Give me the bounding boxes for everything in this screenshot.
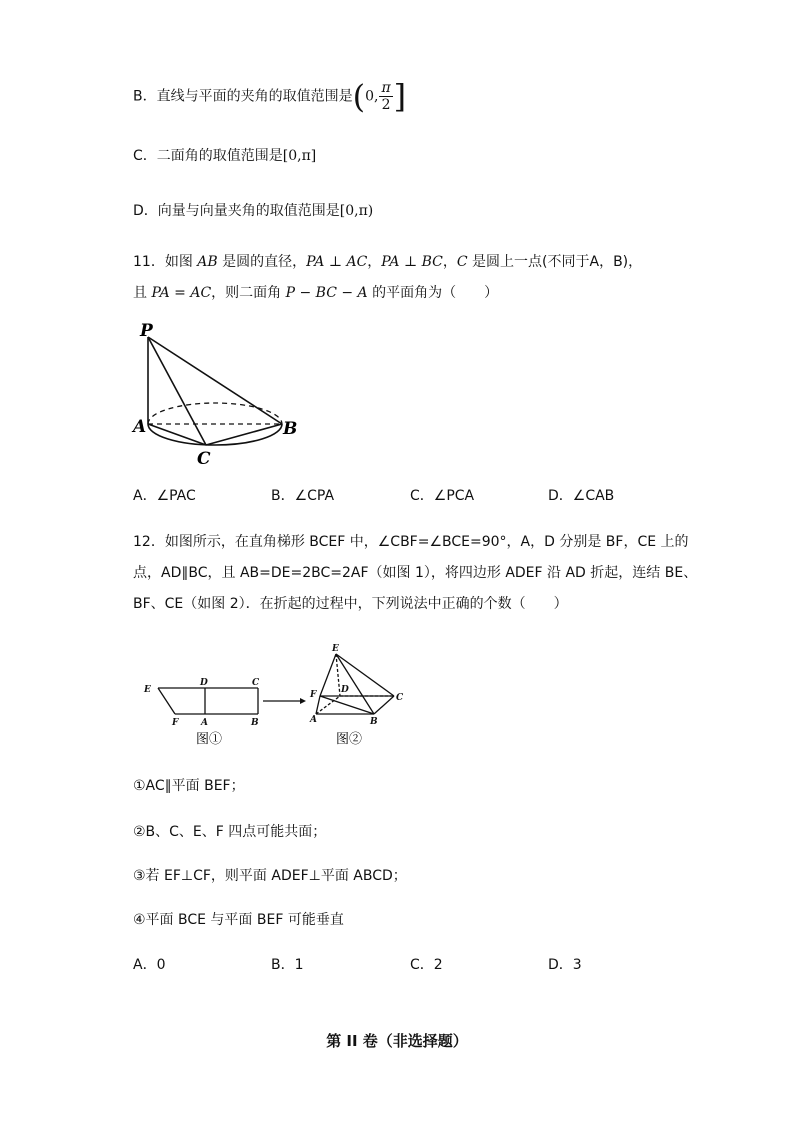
q11-math: P − BC − A xyxy=(285,285,368,301)
q12-statement-1: ①AC∥平面 BEF； xyxy=(133,778,245,794)
edge-bc xyxy=(206,424,282,445)
q11-text: 且 xyxy=(133,285,152,301)
q12-option-c: C．2 xyxy=(410,957,443,973)
edge-pc xyxy=(148,337,206,445)
fig1-caption: 图① xyxy=(196,732,223,747)
q12-figures xyxy=(140,640,420,750)
q10-option-d-math: [0,π) xyxy=(339,203,374,219)
q12-option-b: B．1 xyxy=(271,957,304,973)
fig1-edge-ef xyxy=(158,688,175,714)
fig2-caption: 图② xyxy=(336,732,363,747)
label-p: P xyxy=(140,321,153,341)
edge-pb xyxy=(148,337,282,424)
q11-text: ，则二面角 xyxy=(211,285,286,301)
q12-stem-line-1: 12．如图所示，在直角梯形 BCEF 中，∠CBF=∠BCE=90°，A，D 分别是 BF，CE 上的 xyxy=(133,534,689,550)
q10-option-c xyxy=(133,146,316,166)
q10-option-d xyxy=(133,201,373,221)
q11-math: PA xyxy=(381,254,400,270)
fig2-edge-bc xyxy=(374,696,394,714)
fig1-label-d: D xyxy=(200,678,208,688)
q11-text: ， xyxy=(442,254,457,270)
q10-option-c-math: [0,π] xyxy=(282,148,317,164)
q10-option-b-text: B．直线与平面的夹角的取值范围是 xyxy=(133,88,353,105)
fig2-label-d: D xyxy=(341,685,349,695)
section-title: 第 II 卷（非选择题） xyxy=(326,1032,468,1050)
q11-math: PA xyxy=(306,254,325,270)
q11-option-c: C．∠PCA xyxy=(410,488,475,504)
q10-option-b xyxy=(133,77,407,116)
q11-math: C xyxy=(456,254,468,270)
label-b: B xyxy=(283,419,298,439)
fig2-edge-ef xyxy=(320,654,336,696)
fig2-folded-solid xyxy=(316,654,394,714)
fig2-label-c: C xyxy=(396,693,404,703)
q11-text: ， xyxy=(367,254,382,270)
fig2-label-e: E xyxy=(332,644,339,654)
q11-math: AC xyxy=(346,254,368,270)
q12-option-a: A．0 xyxy=(133,957,166,973)
fraction-numerator: π xyxy=(381,80,391,96)
fig2-label-b: B xyxy=(370,717,378,727)
q11-text: 11．如图 xyxy=(133,254,198,270)
fig2-edge-fa xyxy=(316,696,320,714)
fig1-label-b: B xyxy=(251,718,259,728)
q12-option-d: D．3 xyxy=(548,957,582,973)
arrow-icon xyxy=(263,698,306,704)
fig1-trapezoid xyxy=(158,688,258,714)
fig1-label-f: F xyxy=(172,718,179,728)
fig2-label-f: F xyxy=(310,690,317,700)
label-c: C xyxy=(197,449,211,469)
q11-text: 的平面角为（ ） xyxy=(367,285,499,301)
q11-option-b: B．∠CPA xyxy=(271,488,335,504)
fig1-label-c: C xyxy=(252,678,260,688)
perp-symbol: ⊥ xyxy=(324,254,347,270)
pi-over-2-fraction xyxy=(379,80,392,113)
q11-option-d: D．∠CAB xyxy=(548,488,615,504)
q12-stem-line-2: 点，AD∥BC，且 AB=DE=2BC=2AF（如图 1），将四边形 ADEF 沿 AD 折起，连结 BE、 xyxy=(133,565,698,581)
q11-math: PA = AC xyxy=(151,285,212,301)
fig1-label-e: E xyxy=(144,685,151,695)
left-paren: ( xyxy=(352,77,366,116)
q10-option-c-text: C．二面角的取值范围是 xyxy=(133,148,283,164)
perp-symbol: ⊥ xyxy=(399,254,422,270)
fraction-denominator: 2 xyxy=(381,97,391,113)
q10-option-b-left: 0, xyxy=(365,88,379,105)
fig1-label-a: A xyxy=(201,718,208,728)
q10-option-d-text: D．向量与向量夹角的取值范围是 xyxy=(133,203,340,219)
q11-text: 是圆上一点(不同于A，B)， xyxy=(467,254,643,270)
q11-text: 是圆的直径， xyxy=(217,254,307,270)
q11-math-ab: AB xyxy=(197,254,218,270)
q11-option-a: A．∠PAC xyxy=(133,488,196,504)
fig2-edge-eb xyxy=(336,654,374,714)
right-bracket: ] xyxy=(393,77,407,116)
label-a: A xyxy=(133,417,147,437)
q11-math: BC xyxy=(421,254,443,270)
q11-stem-line-1 xyxy=(133,252,642,272)
circle-back-arc xyxy=(148,403,282,424)
q12-stem-line-3: BF、CE（如图 2）．在折起的过程中，下列说法中正确的个数（ ） xyxy=(133,596,568,612)
q11-stem-line-2 xyxy=(133,283,498,303)
q12-statement-4: ④平面 BCE 与平面 BEF 可能垂直 xyxy=(133,912,344,928)
q12-statement-3: ③若 EF⊥CF，则平面 ADEF⊥平面 ABCD； xyxy=(133,868,407,884)
q11-cone-figure xyxy=(130,320,310,470)
fig2-label-a: A xyxy=(310,715,317,725)
q12-statement-2: ②B、C、E、F 四点可能共面； xyxy=(133,824,327,840)
